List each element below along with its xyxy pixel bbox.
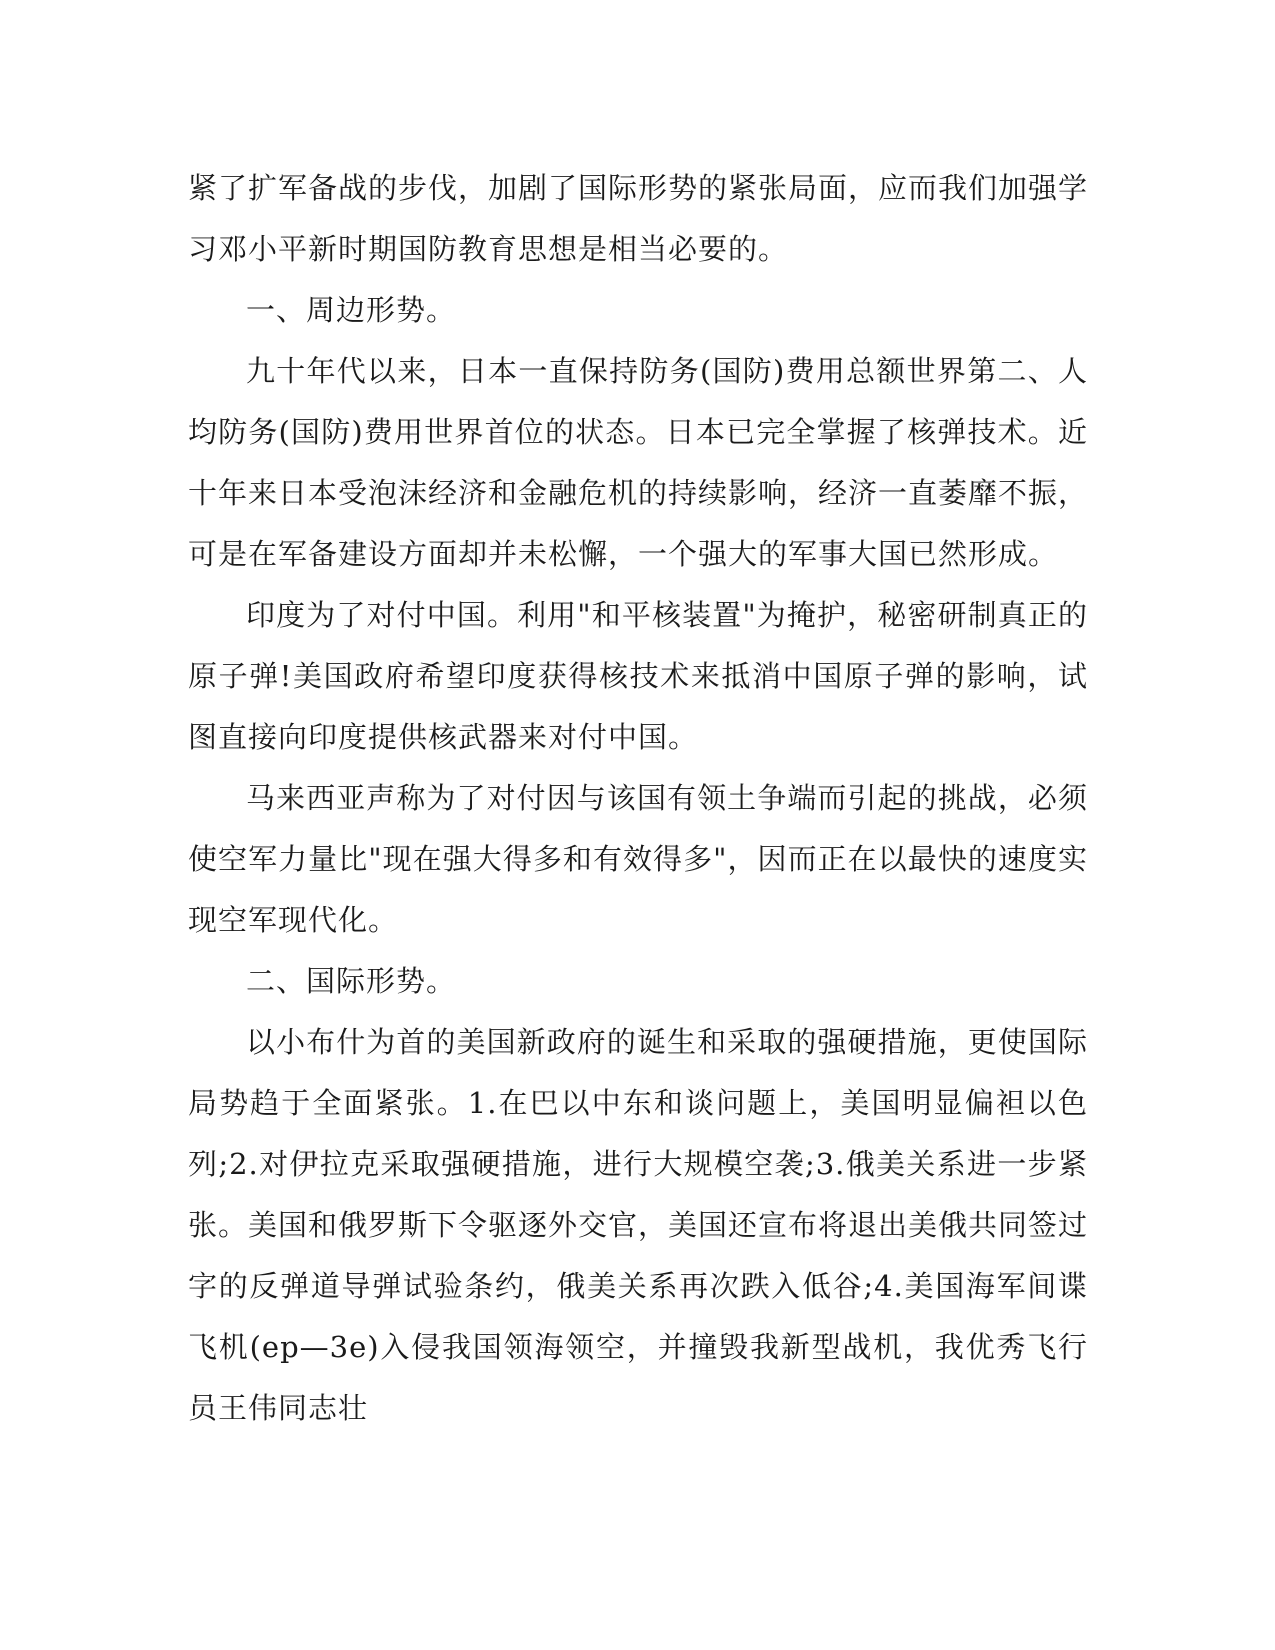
paragraph-malaysia: 马来西亚声称为了对付因与该国有领土争端而引起的挑战，必须使空军力量比"现在强大得多和有效得多"，因而正在以最快的速度实现空军现代化。 [188,781,1088,937]
section-heading-surrounding-situation: 一、周边形势。 [246,293,457,327]
paragraph-us-policy: 以小布什为首的美国新政府的诞生和采取的强硬措施，更使国际局势趋于全面紧张。1.在巴以中东和谈问题上，美国明显偏袒以色列;2.对伊拉克采取强硬措施，进行大规模空袭;3.俄美关系进一步紧张。美国和俄罗斯下令驱逐外交官，美国还宣布将退出美俄共同签过字的反弹道导弹试验条约，俄美关系再次跌入低谷;4.美国海军间谍飞机(ep—3e)入侵我国领海领空，并撞毁我新型战机，我优秀飞行员王伟同志壮 [188,1025,1089,1425]
paragraph-continuation: 紧了扩军备战的步伐，加剧了国际形势的紧张局面，应而我们加强学习邓小平新时期国防教育思想是相当必要的。 [188,171,1089,266]
paragraph-japan: 九十年代以来，日本一直保持防务(国防)费用总额世界第二、人均防务(国防)费用世界首位的状态。日本已完全掌握了核弹技术。近十年来日本受泡沫经济和金融危机的持续影响，经济一直萎靡不振，可是在军备建设方面却并未松懈，一个强大的军事大国已然形成。 [188,354,1089,571]
document-body [188,158,1088,1439]
section-heading-international-situation: 二、国际形势。 [246,964,457,998]
paragraph-india: 印度为了对付中国。利用"和平核装置"为掩护，秘密研制真正的原子弹!美国政府希望印度获得核技术来抵消中国原子弹的影响，试图直接向印度提供核武器来对付中国。 [188,598,1088,754]
